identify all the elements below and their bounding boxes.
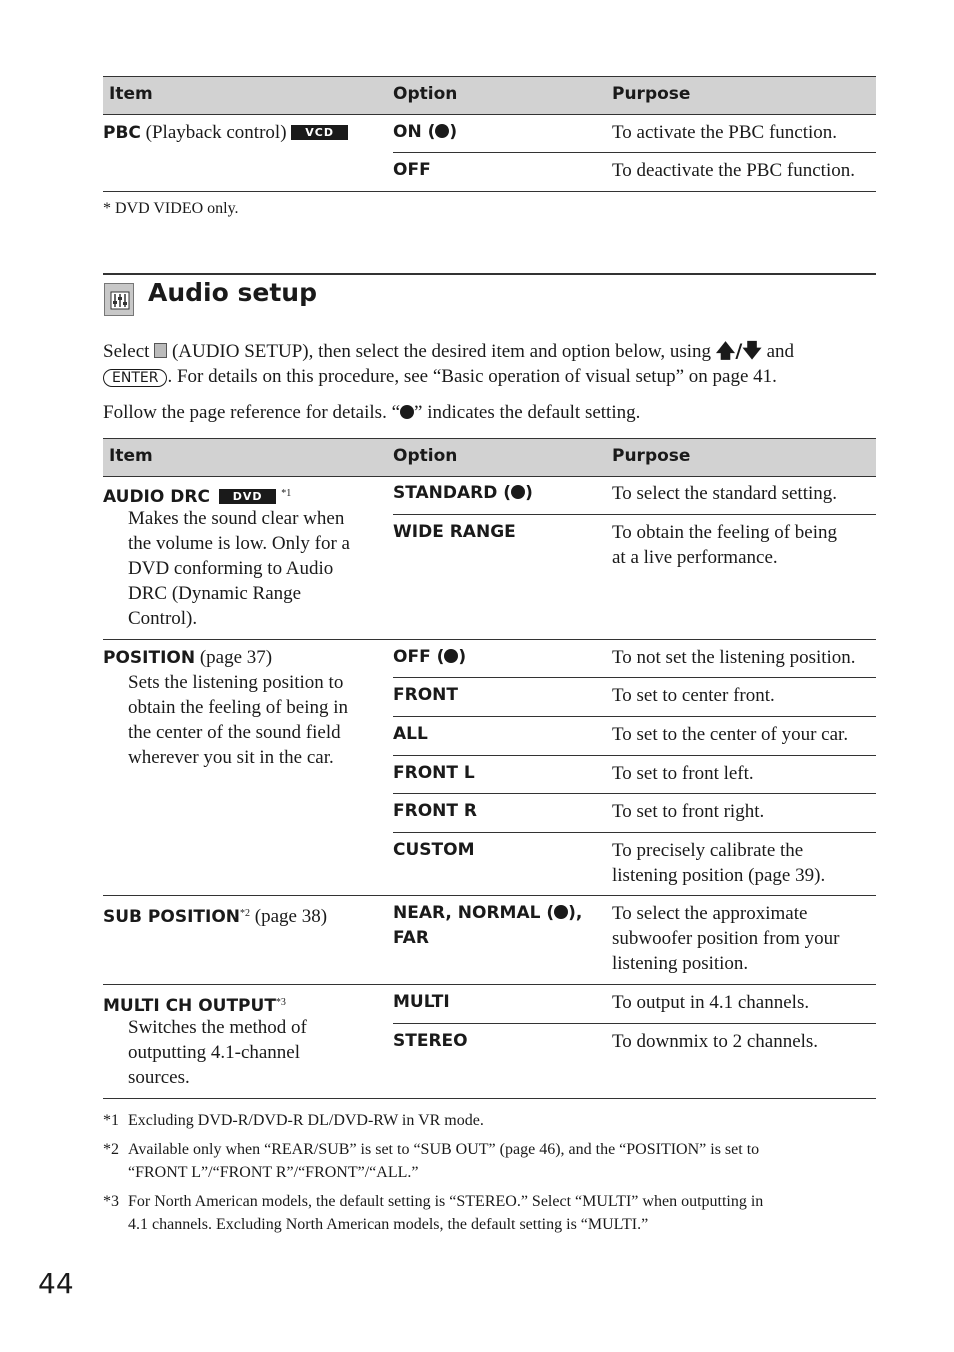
position-option-front-r: FRONT R (393, 801, 477, 821)
row-divider (393, 1023, 876, 1024)
footnote-2: *2 Available only when “REAR/SUB” is set to “SUB OUT” (page 46), and the “POSITION” is set to “FRONT L”/“FRONT R”/“FRONT”/“ALL.” (103, 1141, 760, 1181)
header-purpose: Purpose (612, 84, 691, 104)
row-divider (393, 716, 876, 717)
row-divider (393, 152, 876, 153)
position-option-off: OFF ( ) (393, 647, 467, 667)
vcd-badge: VCD (291, 125, 348, 140)
position-purpose-front: To set to center front. (612, 685, 775, 706)
multi-ch-purpose-multi: To output in 4.1 channels. (612, 992, 810, 1013)
position-item: POSITION (page 37) (103, 647, 273, 668)
default-dot-icon (435, 124, 449, 138)
header-option: Option (393, 446, 458, 466)
intro-line-2: ENTER . For details on this procedure, see “Basic operation of visual setup” on page 41. (103, 364, 777, 389)
default-dot-icon (554, 905, 568, 919)
row-divider (103, 895, 876, 896)
top-table-header (103, 76, 876, 115)
pbc-option-on: ON ( ) (393, 122, 458, 142)
pbc-purpose-on: To activate the PBC function. (612, 122, 838, 143)
row-divider (393, 832, 876, 833)
audio-setup-icon (104, 283, 134, 316)
audio-drc-description: Makes the sound clear when the volume is low. Only for a DVD conforming to Audio DRC (Dynamic Range Control). (128, 508, 350, 629)
position-purpose-custom: To precisely calibrate the listening position (page 39). (612, 840, 826, 886)
section-title: Audio setup (148, 278, 317, 307)
intro-line-3: Follow the page reference for details. “ ” indicates the default setting. (103, 402, 641, 423)
position-option-all: ALL (393, 724, 428, 744)
audio-drc-item: AUDIO DRC DVD $^{*1}$ (103, 487, 292, 507)
header-purpose: Purpose (612, 446, 691, 466)
sub-position-purpose: To select the approximate subwoofer position from your listening position. (612, 903, 840, 974)
enter-key-icon: ENTER (103, 369, 167, 387)
audio-drc-option-standard: STANDARD ( ) (393, 483, 533, 503)
header-option: Option (393, 84, 458, 104)
position-purpose-off: To not set the listening position. (612, 647, 856, 668)
default-dot-icon (444, 649, 458, 663)
position-description: Sets the listening position to obtain the feeling of being in the center of the sound field wherever you sit in the car. (128, 672, 349, 768)
row-divider (103, 984, 876, 985)
sub-position-options: NEAR, NORMAL ( ), FAR (393, 903, 583, 948)
position-purpose-all: To set to the center of your car. (612, 724, 849, 745)
header-item: Item (109, 446, 153, 466)
position-option-front: FRONT (393, 685, 458, 705)
multi-ch-description: Switches the method of outputting 4.1-channel sources. (128, 1017, 307, 1088)
table-bottom-rule (103, 191, 876, 192)
position-purpose-front-l: To set to front left. (612, 763, 754, 784)
multi-ch-option-stereo: STEREO (393, 1031, 468, 1051)
pbc-purpose-off: To deactivate the PBC function. (612, 160, 855, 181)
dvd-badge: DVD (219, 489, 277, 504)
top-footnote: * DVD VIDEO only. (103, 200, 239, 217)
row-divider (103, 639, 876, 640)
section-rule (103, 273, 876, 275)
row-divider (393, 755, 876, 756)
table-bottom-rule (103, 1098, 876, 1099)
multi-ch-option-multi: MULTI (393, 992, 450, 1012)
position-option-custom: CUSTOM (393, 840, 475, 860)
default-dot-icon (511, 485, 525, 499)
default-dot-icon (400, 405, 414, 419)
position-purpose-front-r: To set to front right. (612, 801, 765, 822)
page-number: 44 (38, 1267, 74, 1300)
footnote-1: *1 Excluding DVD-R/DVD-R DL/DVD-RW in VR mode. (103, 1112, 484, 1129)
row-divider (393, 677, 876, 678)
pbc-option-off: OFF (393, 160, 431, 180)
up-down-arrow-icon: 🡅/🡇 (715, 340, 762, 362)
audio-drc-purpose-wide: To obtain the feeling of being at a live performance. (612, 522, 838, 568)
row-divider (393, 514, 876, 515)
footnote-3: *3 For North American models, the default setting is “STEREO.” Select “MULTI” when outputting in 4.1 channels. Excluding North American models, the default setting is “MULTI.” (103, 1193, 764, 1233)
audio-setup-small-icon (154, 343, 167, 358)
row-divider (393, 793, 876, 794)
pbc-item: PBC (Playback control) VCD (103, 120, 348, 146)
audio-table-header (103, 438, 876, 477)
sub-position-item: SUB POSITION$^{*2}$ (page 38) (103, 906, 328, 927)
audio-drc-option-wide: WIDE RANGE (393, 522, 516, 542)
multi-ch-purpose-stereo: To downmix to 2 channels. (612, 1031, 819, 1052)
position-option-front-l: FRONT L (393, 763, 475, 783)
intro-line-1: Select (AUDIO SETUP), then select the desired item and option below, using 🡅/🡇 and (103, 340, 794, 362)
multi-ch-item: MULTI CH OUTPUT$^{*3}$ (103, 996, 286, 1016)
header-item: Item (109, 84, 153, 104)
audio-drc-purpose-standard: To select the standard setting. (612, 483, 838, 504)
